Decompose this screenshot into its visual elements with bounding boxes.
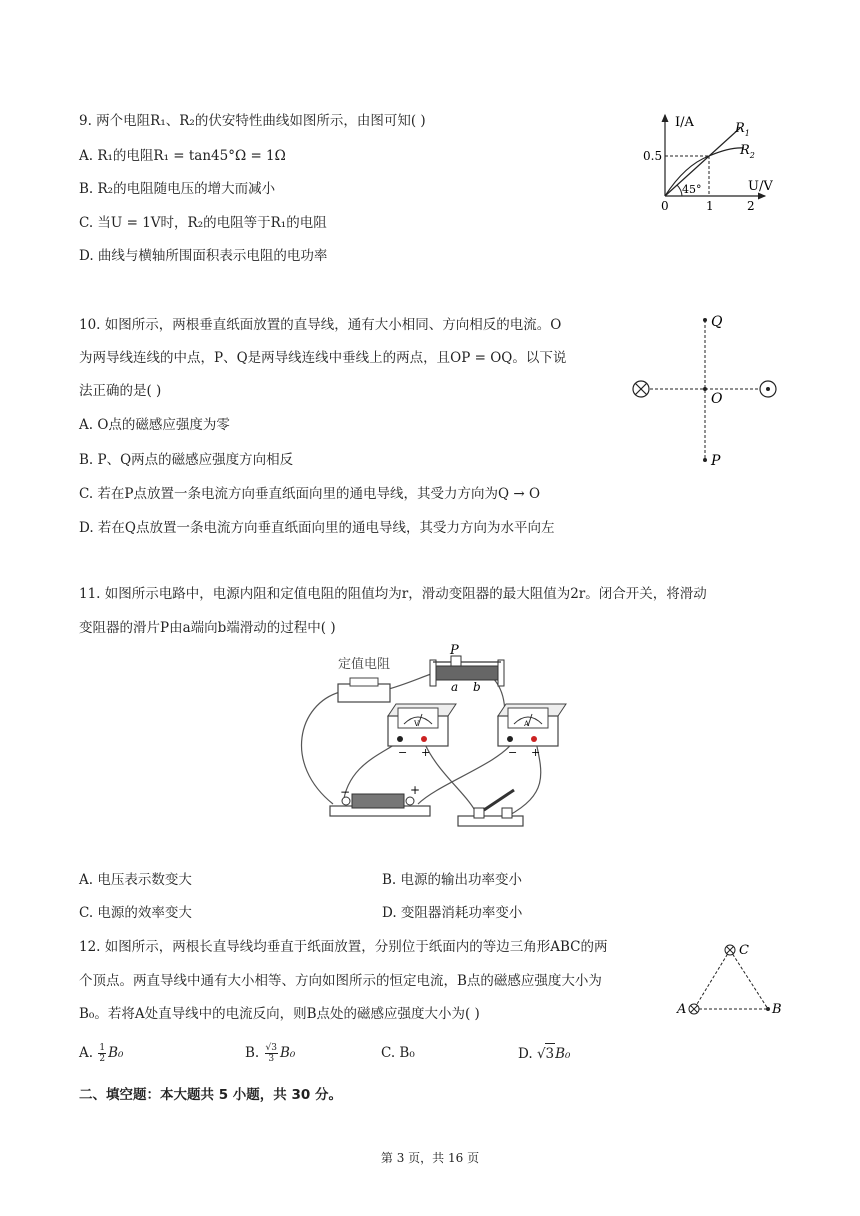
section-2-heading: 二、填空题：本大题共 5 小题，共 30 分。	[79, 1087, 342, 1103]
q9-curve-r1	[665, 128, 740, 196]
q12-point-b	[766, 1007, 770, 1011]
q10-point-o	[703, 387, 707, 391]
q11-battery-plus: +	[410, 783, 421, 797]
q9-origin: 0	[661, 199, 669, 213]
q11-voltmeter	[388, 704, 456, 746]
q10-label-o: O	[711, 391, 723, 407]
q12-label-b: B	[772, 1002, 782, 1017]
q11-rheostat	[430, 656, 504, 686]
q9-y-label: I/A	[675, 115, 694, 130]
q10-wire-figure	[625, 305, 785, 475]
q10-label-p: P	[711, 453, 721, 469]
q10-label-q: Q	[711, 314, 723, 330]
q9-x-label: U/V	[748, 179, 773, 194]
q12-option-d-sqrt-icon: √	[536, 1046, 546, 1062]
q12-stem-line2: 个顶点。两直导线中通有大小相等、方向如图所示的恒定电流，B点的磁感应强度大小为	[79, 973, 602, 989]
q9-x-tick-2: 2	[747, 199, 755, 213]
q11-switch	[458, 790, 523, 826]
q11-voltmeter-plus: +	[421, 746, 431, 759]
q12-triangle-figure	[672, 938, 792, 1023]
q10-wire-into-page-icon	[633, 381, 649, 397]
q11-ammeter-plus: +	[531, 746, 541, 759]
q11-option-b: B. 电源的输出功率变小	[382, 872, 523, 888]
q12-side-bc	[730, 950, 768, 1009]
q12-stem-line3: B₀。若将A处直导线中的电流反向，则B点处的磁感应强度大小为( )	[79, 1006, 480, 1022]
page-footer: 第 3 页，共 16 页	[380, 1151, 480, 1165]
q10-point-q	[703, 318, 707, 322]
q9-curve-r2	[665, 148, 744, 196]
q12-option-b: B. $\frac{√3}{3}$ B₀	[245, 1043, 296, 1064]
q12-side-ac	[694, 950, 730, 1009]
q11-ammeter-label: A	[524, 720, 530, 728]
q9-iu-graph	[640, 110, 790, 215]
q12-stem-line1: 12. 如图所示，两根长直导线均垂直于纸面放置，分别位于纸面内的等边三角形ABC的两	[79, 939, 608, 955]
q11-resistor-label: 定值电阻	[338, 657, 391, 672]
q9-x-tick-1: 1	[706, 199, 714, 213]
q11-option-a: A. 电压表示数变大	[79, 872, 192, 888]
q12-wire-c-into-page-icon	[725, 945, 735, 955]
q10-stem-line1: 10. 如图所示，两根垂直纸面放置的直导线，通有大小相同、方向相反的电流。O	[79, 317, 562, 333]
q12-option-a: A. $\frac{1}{2}$ B₀	[79, 1043, 124, 1064]
q9-y-tick: 0.5	[643, 149, 663, 163]
q11-voltmeter-label: V	[414, 720, 420, 728]
q11-stem-line2: 变阻器的滑片P由a端向b端滑动的过程中( )	[79, 620, 336, 636]
q10-stem-line2: 为两导线连线的中点，P、Q是两导线连线中垂线上的两点，且OP = OQ。以下说	[79, 350, 567, 366]
q10-option-a: A. O点的磁感应强度为零	[79, 417, 230, 433]
q9-option-d: D. 曲线与横轴所围面积表示电阻的电功率	[79, 248, 328, 264]
q11-ammeter	[498, 704, 566, 746]
q12-option-a-fraction: $\frac{1}{2}$	[99, 1043, 106, 1064]
q9-r1-label: $R_1$	[735, 121, 750, 138]
q11-fixed-resistor	[338, 678, 390, 702]
q9-stem: 9. 两个电阻R₁、R₂的伏安特性曲线如图所示，由图可知( )	[79, 113, 426, 129]
q9-option-c: C. 当U = 1V时，R₂的电阻等于R₁的电阻	[79, 215, 327, 231]
q9-angle-label: 45°	[682, 183, 702, 196]
q9-option-a: A. R₁的电阻R₁ = tan45°Ω = 1Ω	[79, 148, 286, 164]
q10-wire-out-of-page-icon	[760, 381, 776, 397]
q11-label-p: P	[450, 644, 459, 658]
q11-circuit-figure	[288, 644, 578, 834]
q12-label-c: C	[739, 943, 749, 958]
q9-r2-label: $R_2$	[740, 143, 755, 160]
q12-wire-a-into-page-icon	[689, 1004, 699, 1014]
q12-option-c: C. B₀	[381, 1045, 415, 1061]
q11-option-c: C. 电源的效率变大	[79, 905, 192, 921]
q10-option-b: B. P、Q两点的磁感应强度方向相反	[79, 452, 294, 468]
q11-battery-minus: −	[340, 785, 351, 799]
q9-option-b: B. R₂的电阻随电压的增大而减小	[79, 181, 276, 197]
q11-label-a: a	[451, 680, 459, 694]
q11-voltmeter-minus: −	[398, 746, 408, 759]
q10-stem-line3: 法正确的是( )	[79, 383, 162, 399]
q10-option-d: D. 若在Q点放置一条电流方向垂直纸面向里的通电导线，其受力方向为水平向左	[79, 520, 555, 536]
q11-label-b: b	[473, 680, 481, 694]
q10-option-c: C. 若在P点放置一条电流方向垂直纸面向里的通电导线，其受力方向为Q → O	[79, 486, 541, 502]
q12-label-a: A	[677, 1002, 687, 1017]
q12-option-d: D. √3B₀	[518, 1043, 570, 1064]
q11-ammeter-minus: −	[508, 746, 518, 759]
q12-option-b-fraction: $\frac{√3}{3}$	[265, 1043, 277, 1064]
q11-option-d: D. 变阻器消耗功率变小	[382, 905, 523, 921]
q10-point-p	[703, 458, 707, 462]
q11-stem-line1: 11. 如图所示电路中，电源内阻和定值电阻的阻值均为r，滑动变阻器的最大阻值为2r。闭合开关，将滑动	[79, 586, 707, 602]
